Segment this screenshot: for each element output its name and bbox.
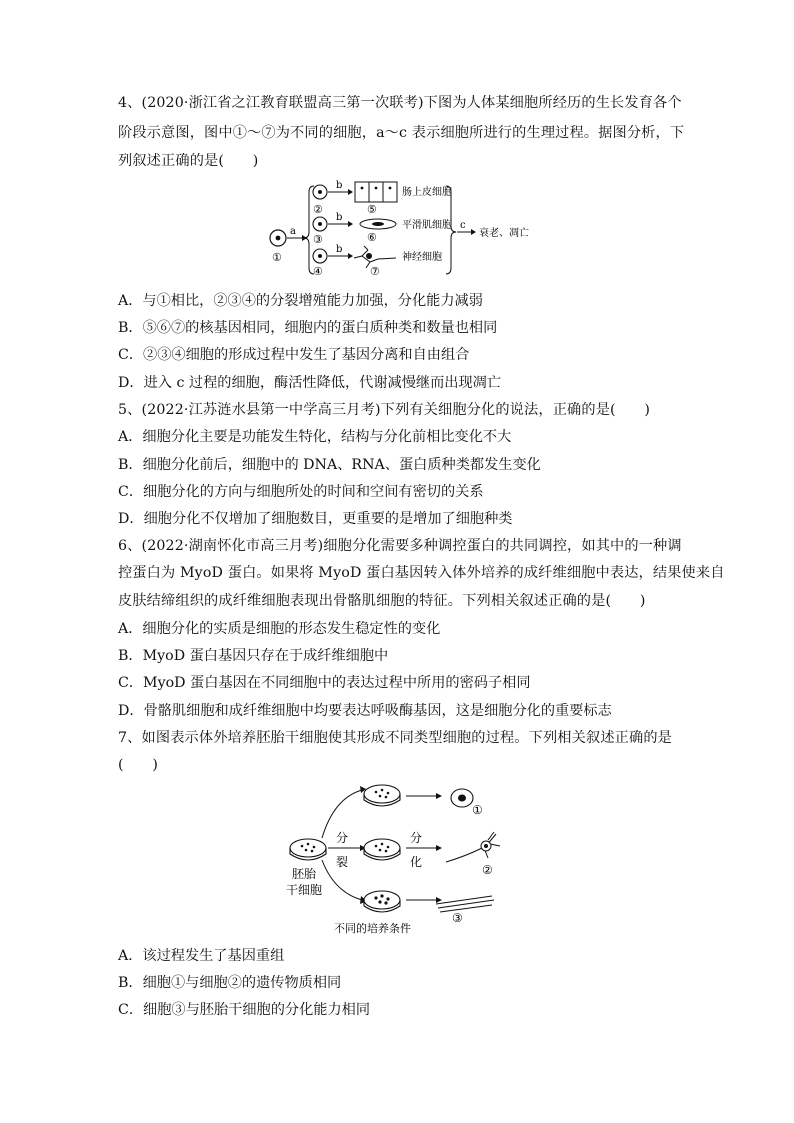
embryo-label: 胚胎	[292, 867, 317, 881]
differentiate-label-2: 化	[410, 855, 423, 869]
split-label-1: 分	[336, 831, 349, 845]
q4-stem-line-2: 阶段示意图，图中①～⑦为不同的细胞，a～c 表示细胞所进行的生理过程。据图分析，下	[118, 125, 685, 141]
q5-option-d: D．细胞分化不仅增加了细胞数目，更重要的是增加了细胞种类	[118, 511, 513, 527]
smooth-muscle-label: 平滑肌细胞	[402, 220, 452, 231]
q4-option-a: A．与①相比，②③④的分裂增殖能力加强，分化能力减弱	[118, 293, 483, 309]
label-cell-2: ②	[313, 203, 323, 216]
label-cell-7: ⑦	[370, 265, 380, 278]
q5-option-a: A．细胞分化主要是功能发生特化，结构与分化前相比变化不大	[118, 429, 512, 445]
q6-stem-line-3: 皮肤结缔组织的成纤维细胞表现出骨骼肌细胞的特征。下列相关叙述正确的是( )	[118, 593, 646, 609]
label-cell-3: ③	[313, 233, 323, 246]
q6-stem-line-1: 6、(2022·湖南怀化市高三月考)细胞分化需要多种调控蛋白的共同调控，如其中的一种调	[118, 538, 682, 554]
differentiate-label-1: 分	[410, 831, 423, 845]
nerve-cell-label: 神经细胞	[402, 252, 442, 263]
q6-option-b: B．MyoD 蛋白基因只存在于成纤维细胞中	[118, 648, 389, 664]
label-cell-5: ⑤	[367, 203, 377, 216]
q4-option-c: C．②③④细胞的形成过程中发生了基因分离和自由组合	[118, 347, 470, 363]
q7-figure	[286, 776, 526, 940]
q4-stem-line-3: 列叙述正确的是( )	[118, 153, 259, 169]
q7-option-b: B．细胞①与细胞②的遗传物质相同	[118, 975, 342, 991]
q5-stem-line-1: 5、(2022·江苏涟水县第一中学高三月考)下列有关细胞分化的说法，正确的是( )	[118, 402, 651, 418]
label-b-1: b	[336, 180, 343, 191]
label-cell-6: ⑥	[367, 231, 377, 244]
label-cell-2: ②	[482, 863, 493, 877]
q5-option-c: C．细胞分化的方向与细胞所处的时间和空间有密切的关系	[118, 484, 484, 500]
q4-option-b: B．⑤⑥⑦的核基因相同，细胞内的蛋白质种类和数量也相同	[118, 320, 498, 336]
q7-stem-line-1: 7、如图表示体外培养胚胎干细胞使其形成不同类型细胞的过程。下列相关叙述正确的是	[118, 730, 673, 746]
label-cell-1: ①	[272, 251, 282, 264]
label-c: c	[460, 220, 466, 231]
q4-option-d: D．进入 c 过程的细胞，酶活性降低，代谢减慢继而出现凋亡	[118, 375, 502, 391]
label-cell-1: ①	[472, 803, 483, 817]
label-b-2: b	[336, 212, 343, 223]
intestine-cell-label: 肠上皮细胞	[402, 187, 452, 198]
label-a: a	[290, 226, 296, 237]
label-cell-3: ③	[452, 911, 463, 925]
culture-conditions-label: 不同的培养条件	[334, 922, 411, 935]
q4-figure	[258, 176, 558, 280]
label-cell-4: ④	[313, 265, 323, 278]
q7-option-c: C．细胞③与胚胎干细胞的分化能力相同	[118, 1002, 371, 1018]
q6-option-a: A．细胞分化的实质是细胞的形态发生稳定性的变化	[118, 621, 441, 637]
split-label-2: 裂	[336, 855, 349, 869]
stem-cell-label: 干细胞	[286, 883, 323, 897]
q7-option-a: A．该过程发生了基因重组	[118, 948, 285, 964]
q5-option-b: B．细胞分化前后，细胞中的 DNA、RNA、蛋白质种类都发生变化	[118, 457, 541, 473]
q4-stem-line-1: 4、(2020·浙江省之江教育联盟高三第一次联考)下图为人体某细胞所经历的生长发育各个	[118, 95, 682, 111]
aging-label: 衰老、凋亡	[479, 228, 529, 239]
q7-stem-line-2: ( )	[118, 757, 159, 773]
q6-option-d: D．骨骼肌细胞和成纤维细胞中均要表达呼吸酶基因，这是细胞分化的重要标志	[118, 703, 612, 719]
q6-stem-line-2: 控蛋白为 MyoD 蛋白。如果将 MyoD 蛋白基因转入体外培养的成纤维细胞中表达，结果使来自	[118, 565, 725, 581]
q6-option-c: C．MyoD 蛋白基因在不同细胞中的表达过程中所用的密码子相同	[118, 675, 531, 691]
label-b-3: b	[336, 244, 343, 255]
